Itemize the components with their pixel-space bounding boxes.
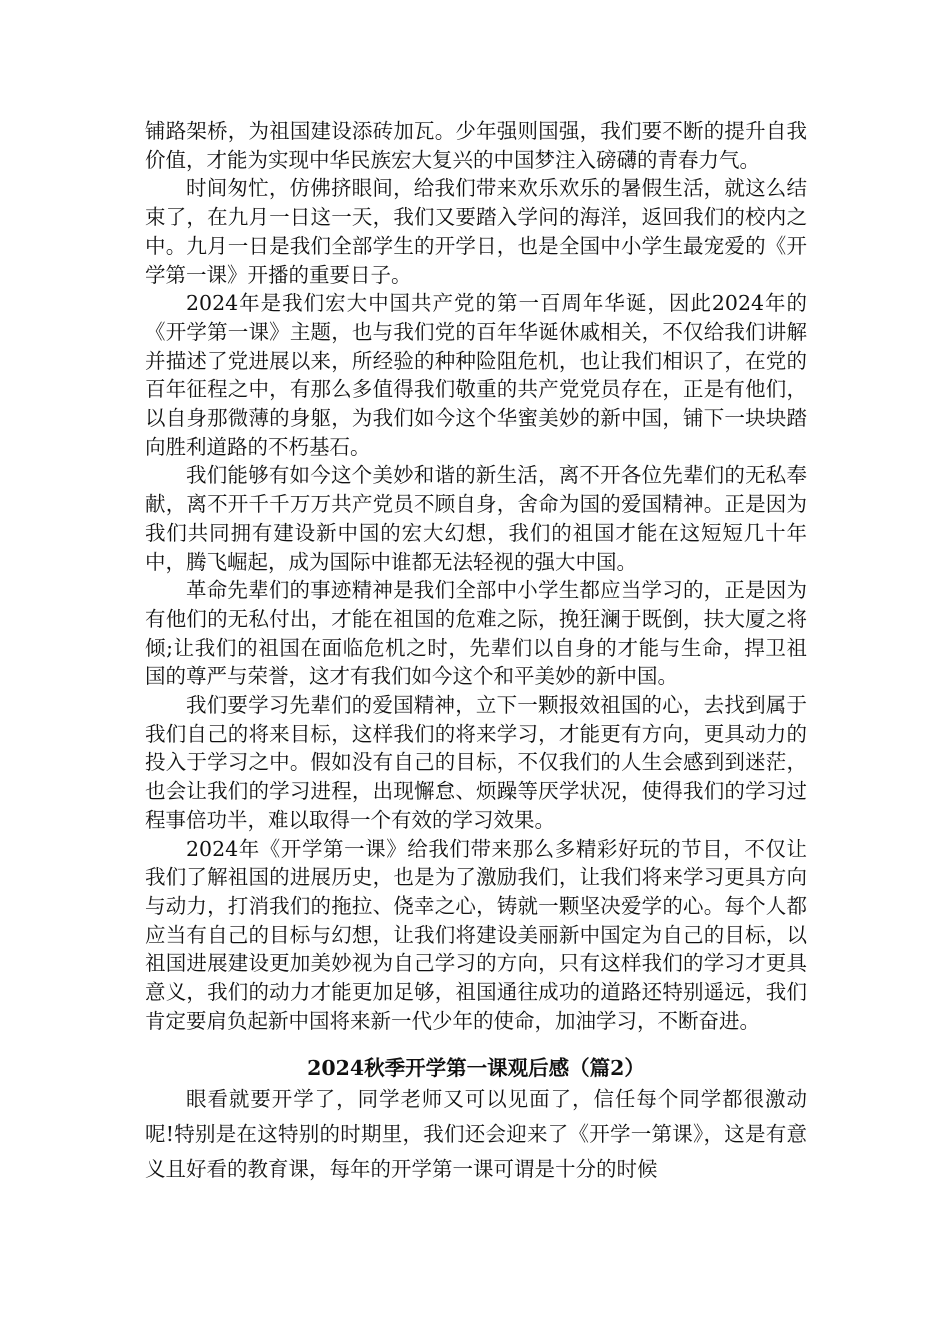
paragraph-6: 我们要学习先辈们的爱国精神，立下一颗报效祖国的心，去找到属于我们自己的将来目标，这样我们的将来学习，才能更有方向，更具动力的投入于学习之中。假如没有自己的目标，不仅我们的人生会感到到迷茫，也会让我们的学习进程，出现懈怠、烦躁等厌学状况，使得我们的学习过程事倍功半，难以取得一个有效的学习效果。 (145, 693, 807, 832)
paragraph-1: 铺路架桥，为祖国建设添砖加瓦。少年强则国强，我们要不断的提升自我价值，才能为实现中华民族宏大复兴的中国梦注入磅礴的青春力气。 (145, 119, 807, 172)
paragraph-4: 我们能够有如今这个美妙和谐的新生活，离不开各位先辈们的无私奉献，离不开千千万万共产党员不顾自身，舍命为国的爱国精神。正是因为我们共同拥有建设新中国的宏大幻想，我们的祖国才能在这短短几十年中，腾飞崛起，成为国际中谁都无法轻视的强大中国。 (145, 463, 807, 574)
document-body (145, 117, 807, 1187)
section-title: 2024秋季开学第一课观后感（篇2） (307, 1055, 645, 1080)
paragraph-5: 革命先辈们的事迹精神是我们全部中小学生都应当学习的，正是因为有他们的无私付出，才能在祖国的危难之际，挽狂澜于既倒，扶大厦之将倾;让我们的祖国在面临危机之时，先辈们以自身的才能与生命，捍卫祖国的尊严与荣誉，这才有我们如今这个和平美妙的新中国。 (145, 578, 807, 689)
paragraph-3: 2024年是我们宏大中国共产党的第一百周年华诞，因此2024年的《开学第一课》主题，也与我们党的百年华诞休戚相关，不仅给我们讲解并描述了党进展以来，所经验的种种险阻危机，也让我们相识了，在党的百年征程之中，有那么多值得我们敬重的共产党党员存在，正是有他们，以自身那微薄的身躯，为我们如今这个华蜜美妙的新中国，铺下一块块踏向胜利道路的不朽基石。 (145, 291, 807, 459)
section-paragraph: 眼看就要开学了，同学老师又可以见面了，信任每个同学都很激动呢!特别是在这特别的时期里，我们还会迎来了《开学一第课》，这是有意义且好看的教育课，每年的开学第一课可谓是十分的时候 (145, 1086, 807, 1181)
paragraph-2: 时间匆忙，仿佛挤眼间，给我们带来欢乐欢乐的暑假生活，就这么结束了，在九月一日这一天，我们又要踏入学问的海洋，返回我们的校内之中。九月一日是我们全部学生的开学日，也是全国中小学生最宠爱的《开学第一课》开播的重要日子。 (145, 176, 807, 287)
paragraph-7: 2024年《开学第一课》给我们带来那么多精彩好玩的节目，不仅让我们了解祖国的进展历史，也是为了激励我们，让我们将来学习更具方向与动力，打消我们的拖拉、侥幸之心，铸就一颗坚决爱学的心。每个人都应当有自己的目标与幻想，让我们将建设美丽新中国定为自己的目标，以祖国进展建设更加美妙视为自己学习的方向，只有这样我们的学习才更具意义，我们的动力才能更加足够，祖国通往成功的道路还特别遥远，我们肯定要肩负起新中国将来新一代少年的使命，加油学习，不断奋进。 (145, 836, 807, 1033)
